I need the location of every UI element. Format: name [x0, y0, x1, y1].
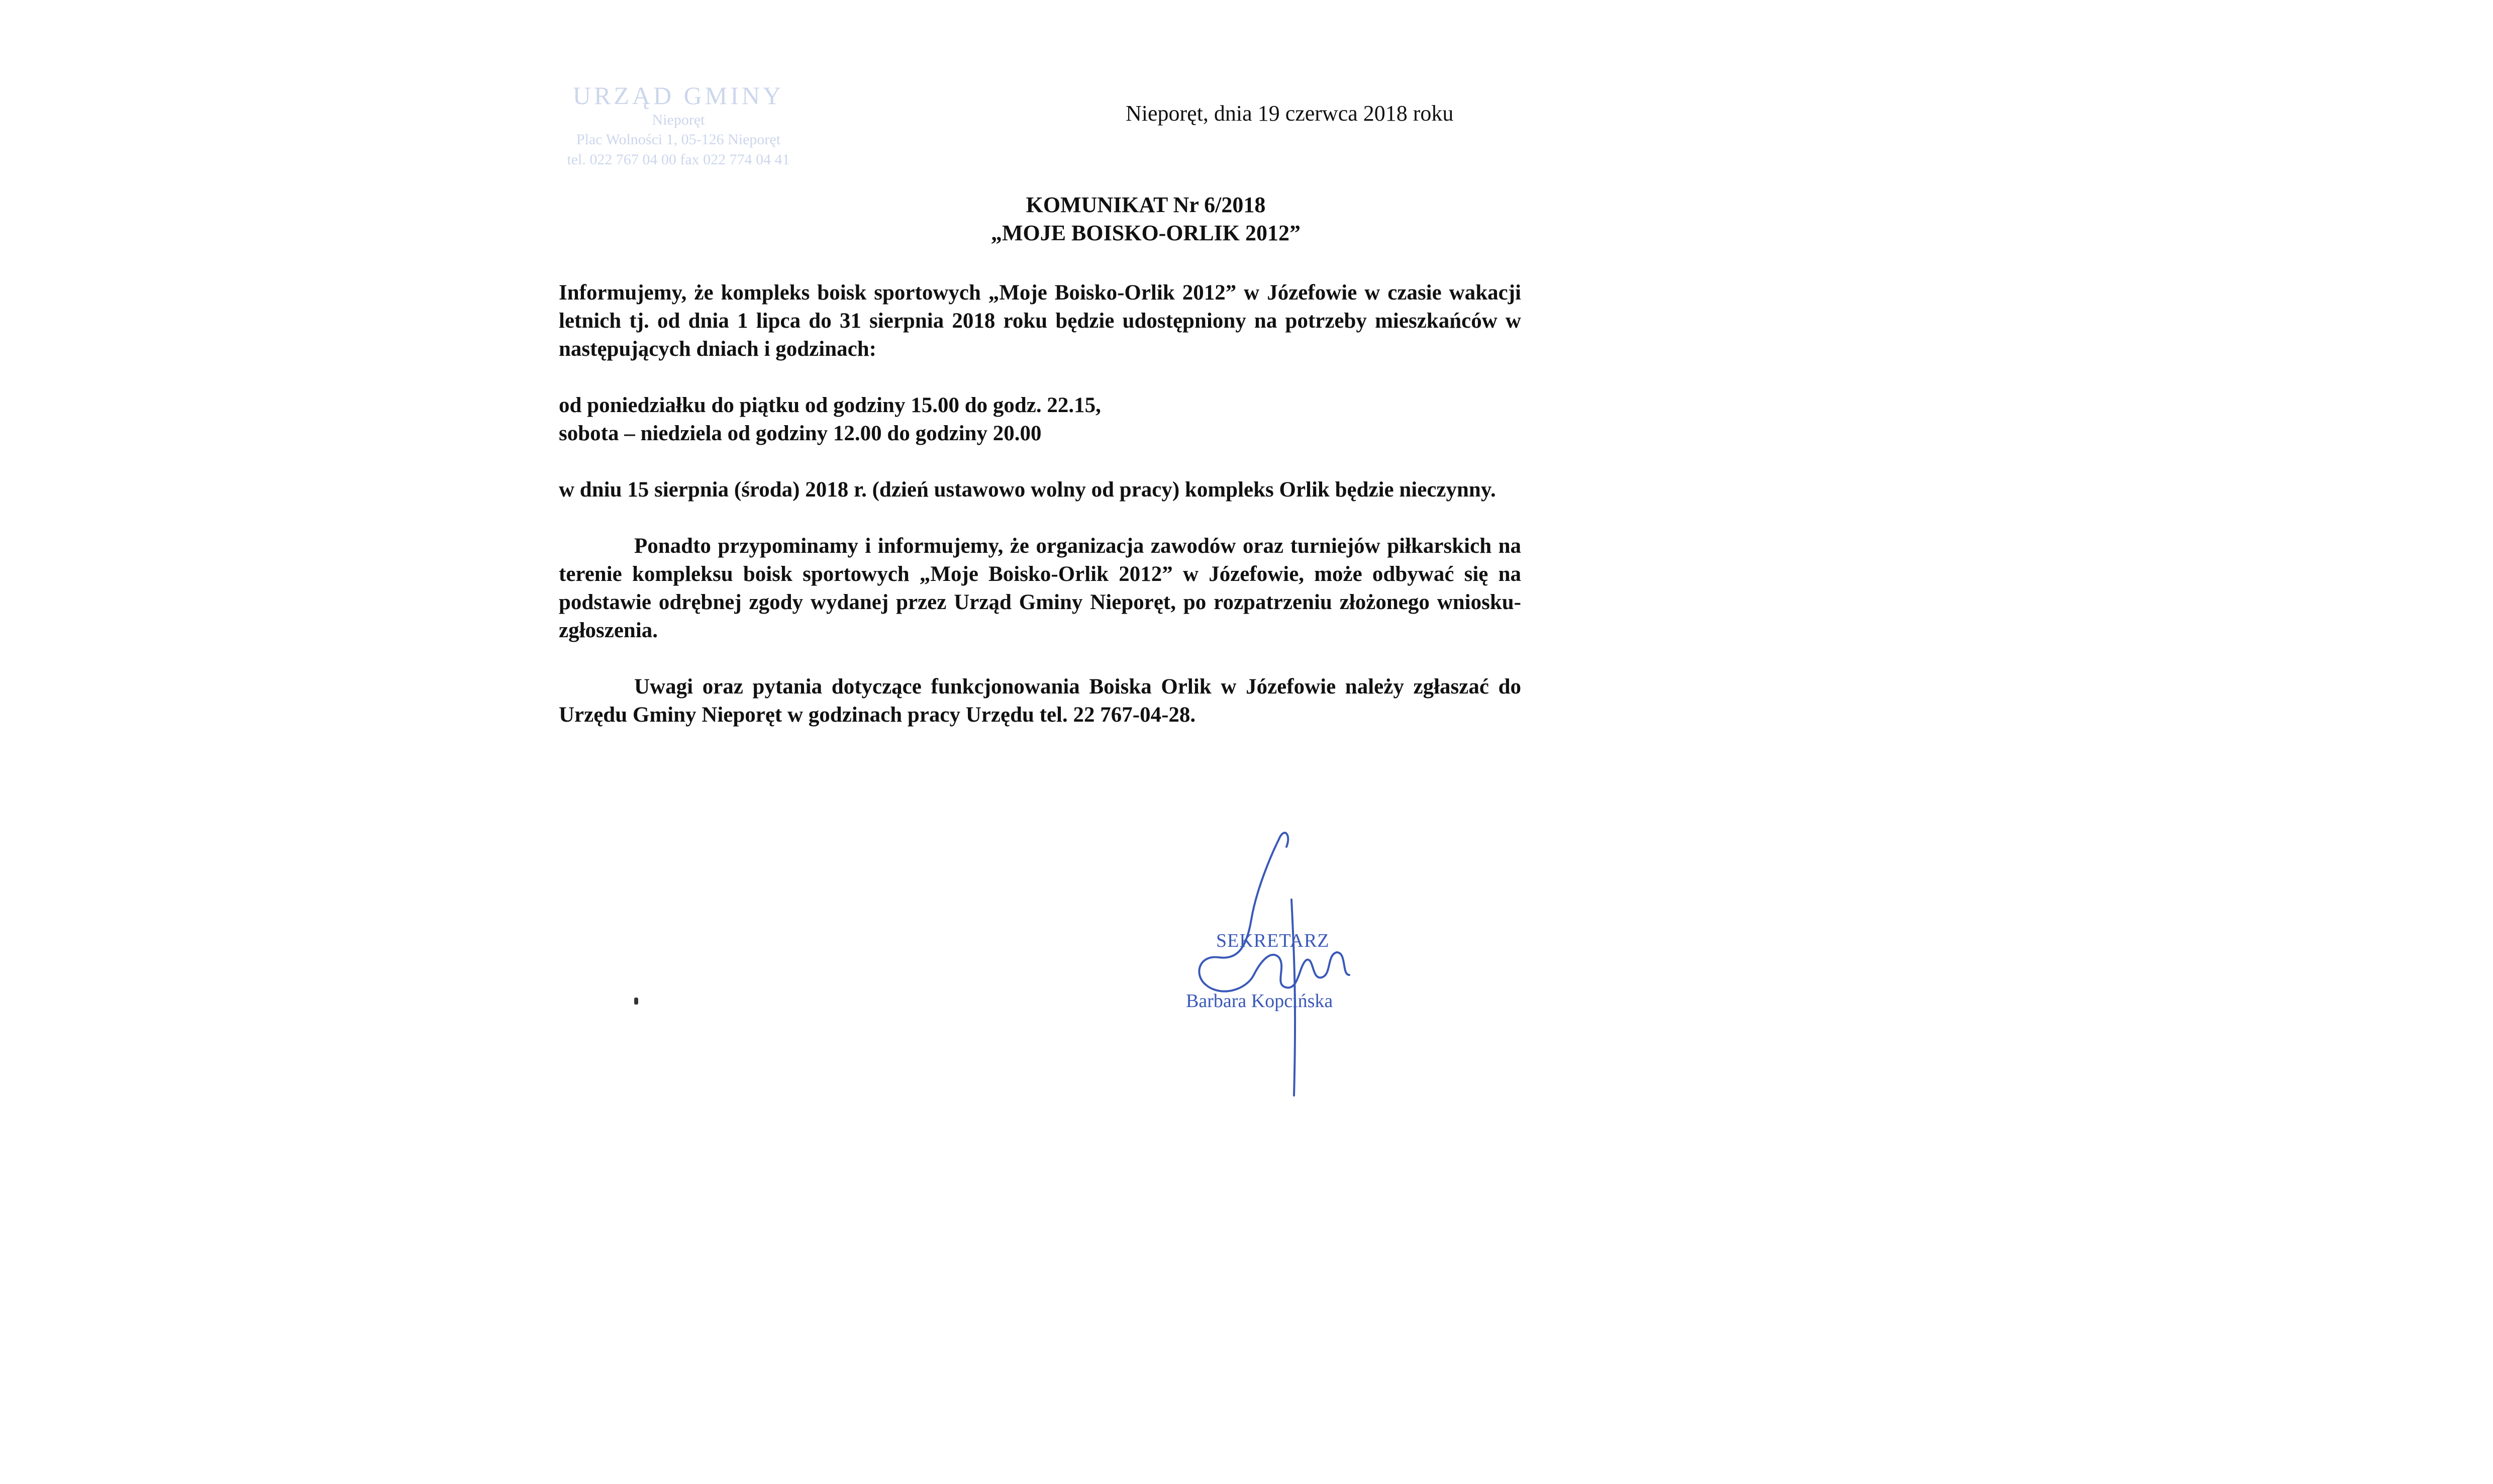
document-title: [804, 191, 1487, 247]
stamp-line-4: tel. 022 767 04 00 fax 022 774 04 41: [567, 151, 790, 168]
stamp-line-1: URZĄD GMINY: [572, 81, 784, 110]
stamp-line-2: Nieporęt: [652, 112, 705, 128]
scan-speck: [634, 998, 638, 1005]
opening-hours: [559, 391, 1521, 448]
paragraph-intro: Informujemy, że kompleks boisk sportowych „Moje Boisko-Orlik 2012” w Józefowie w czasie wakacji letnich tj. od dnia 1 lipca do 31 sierpnia 2018 roku będzie udostępniony na potrzeby mieszkańców w następujących dniach i godzinach:: [559, 281, 1521, 361]
signature-block: [1171, 824, 1432, 1126]
hours-weekend: sobota – niedziela od godziny 12.00 do godziny 20.00: [559, 422, 1042, 445]
handwritten-signature: [1171, 824, 1432, 1126]
paragraph-tournaments: Ponadto przypominamy i informujemy, że organizacja zawodów oraz turniejów piłkarskich na terenie kompleksu boisk sportowych „Moje Boisko-Orlik 2012” w Józefowie, może odbywać się na podstawie odrębnej zgody wydanej przez Urząd Gminy Nieporęt, po rozpatrzeniu złożonego wniosku-zgłoszenia.: [559, 534, 1521, 642]
signature-role: SEKRETARZ: [1216, 930, 1330, 951]
stamp-line-3: Plac Wolności 1, 05-126 Nieporęt: [576, 131, 781, 148]
title-line-1: KOMUNIKAT Nr 6/2018: [1026, 192, 1266, 217]
paragraph-holiday: w dniu 15 sierpnia (środa) 2018 r. (dzień ustawowo wolny od pracy) kompleks Orlik będzie nieczynny.: [559, 478, 1496, 502]
document-date: Nieporęt, dnia 19 czerwca 2018 roku: [1126, 101, 1454, 126]
title-line-2: „MOJE BOISKO-ORLIK 2012”: [990, 221, 1301, 245]
paragraph-contact: Uwagi oraz pytania dotyczące funkcjonowania Boiska Orlik w Józefowie należy zgłaszać do Urzędu Gminy Nieporęt w godzinach pracy Urzędu tel. 22 767-04-28.: [559, 675, 1521, 727]
signature-name: Barbara Kopcińska: [1186, 991, 1333, 1012]
hours-weekdays: od poniedziałku do piątku od godziny 15.00 do godz. 22.15,: [559, 393, 1101, 417]
document-body: [559, 279, 1521, 757]
